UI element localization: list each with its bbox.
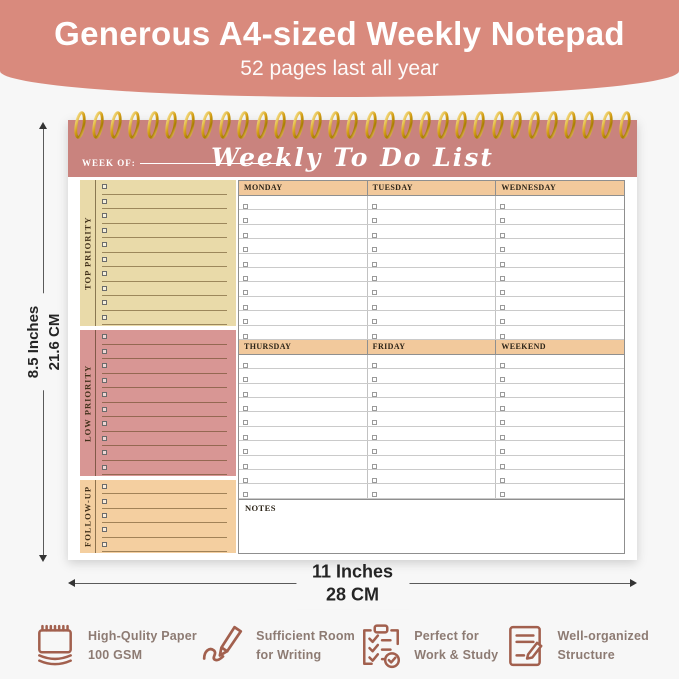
task-cell [496, 268, 624, 281]
checkbox-icon [372, 377, 377, 382]
day-header-weekend: WEEKEND [501, 341, 546, 351]
checkbox-icon [372, 492, 377, 497]
task-cell [368, 225, 497, 238]
task-cell [496, 225, 624, 238]
sidebar-section-low-priority [80, 330, 236, 476]
checkbox-icon [243, 290, 248, 295]
task-row [239, 369, 624, 383]
task-cell [496, 196, 624, 209]
day-header-wednesday: WEDNESDAY [501, 183, 557, 192]
day-header-monday: MONDAY [239, 181, 368, 195]
notepad [68, 120, 637, 560]
checkbox-icon [102, 315, 107, 320]
task-row [102, 345, 227, 360]
notes-box [239, 499, 624, 553]
task-cell [496, 412, 624, 425]
task-row [102, 480, 227, 494]
checkbox-icon [500, 305, 505, 310]
checkbox-icon [243, 262, 248, 267]
checkbox-icon [500, 464, 505, 469]
task-cell [496, 441, 624, 454]
checkbox-icon [500, 435, 505, 440]
spiral-coil-icon [92, 110, 104, 140]
checkbox-icon [243, 377, 248, 382]
task-cell [368, 470, 497, 483]
task-row [102, 253, 227, 268]
task-row [239, 441, 624, 455]
task-row [102, 509, 227, 523]
spiral-coil-icon [546, 110, 558, 140]
task-row [102, 282, 227, 297]
task-cell [239, 384, 368, 397]
task-cell [368, 456, 497, 469]
task-row [239, 470, 624, 484]
day-header-friday: FRIDAY [368, 340, 497, 354]
task-row [102, 446, 227, 461]
checkbox-icon [372, 218, 377, 223]
task-cell [496, 239, 624, 252]
task-row [102, 267, 227, 282]
feature-line: Sufficient Room [256, 629, 355, 644]
banner-title: Generous A4-sized Weekly Notepad [54, 15, 625, 52]
notepad-page [68, 177, 637, 560]
task-row [239, 268, 624, 282]
spiral-coil-icon [147, 110, 159, 140]
task-cell [368, 326, 497, 339]
checkbox-icon [500, 478, 505, 483]
checkbox-icon [243, 435, 248, 440]
checkbox-icon [500, 363, 505, 368]
checkbox-icon [102, 450, 107, 455]
task-cell [239, 355, 368, 368]
task-row [102, 180, 227, 195]
width-dimension-line [70, 561, 635, 605]
task-cell [239, 398, 368, 411]
spiral-coil-icon [401, 110, 413, 140]
day-header-row [239, 181, 624, 196]
task-cell [496, 355, 624, 368]
checkbox-icon [243, 334, 248, 339]
checkbox-icon [500, 247, 505, 252]
checkbox-icon [372, 449, 377, 454]
task-cell [368, 210, 497, 223]
checkbox-icon [243, 218, 248, 223]
task-row [239, 384, 624, 398]
checkbox-icon [102, 242, 107, 247]
task-cell [239, 326, 368, 339]
checkbox-icon [372, 233, 377, 238]
task-cell [368, 254, 497, 267]
task-cell [496, 210, 624, 223]
week-of-label: WEEK OF: [82, 158, 290, 168]
sidebar-section-follow-up [80, 480, 236, 553]
feature-line: Work & Study [414, 647, 499, 662]
task-cell [239, 427, 368, 440]
feature-writing-room [200, 623, 355, 669]
checkbox-icon [372, 305, 377, 310]
notes-label: NOTES [245, 502, 276, 513]
day-header-row [239, 340, 624, 355]
spiral-coil-icon [201, 110, 213, 140]
arrow-down-icon [39, 555, 47, 562]
task-row [239, 297, 624, 311]
task-cell [368, 427, 497, 440]
spiral-coil-icon [165, 110, 177, 140]
checkbox-icon [243, 420, 248, 425]
task-cell [368, 282, 497, 295]
checkbox-icon [102, 334, 107, 339]
spiral-coil-icon [128, 110, 140, 140]
checkbox-icon [500, 233, 505, 238]
checkbox-icon [243, 464, 248, 469]
checkbox-icon [102, 378, 107, 383]
spiral-coil-icon [564, 110, 576, 140]
task-row [239, 484, 624, 498]
spiral-coil-icon [74, 110, 86, 140]
task-cell [368, 355, 497, 368]
sidebar-section-top-priority [80, 180, 236, 326]
width-cm-text: 28 CM [325, 585, 379, 605]
task-cell [496, 254, 624, 267]
arrow-up-icon [39, 122, 47, 129]
checkbox-icon [102, 513, 107, 518]
task-row [239, 427, 624, 441]
spiral-coil-icon [292, 110, 304, 140]
checkbox-icon [243, 492, 248, 497]
task-row [102, 538, 227, 552]
checkbox-icon [500, 204, 505, 209]
checkbox-icon [372, 290, 377, 295]
task-cell [496, 456, 624, 469]
task-row [102, 461, 227, 476]
task-cell [239, 297, 368, 310]
task-row [239, 210, 624, 224]
task-row [102, 359, 227, 374]
checkbox-icon [102, 271, 107, 276]
task-cell [239, 254, 368, 267]
spiral-notepad-icon [32, 623, 78, 669]
priority-sidebar [80, 180, 236, 557]
spiral-coil-icon [274, 110, 286, 140]
checkbox-icon [500, 492, 505, 497]
task-cell [239, 412, 368, 425]
checkbox-icon [102, 363, 107, 368]
checkbox-icon [372, 276, 377, 281]
feature-line: High-Qulity Paper [88, 629, 197, 644]
checkbox-icon [102, 465, 107, 470]
clipboard-checklist-icon [358, 623, 404, 669]
task-cell [368, 239, 497, 252]
task-cell [496, 484, 624, 497]
checkbox-icon [243, 392, 248, 397]
width-inches-text: 11 Inches [311, 561, 394, 582]
spiral-coil-icon [110, 110, 122, 140]
height-dimension-line [25, 124, 63, 560]
checkbox-icon [500, 319, 505, 324]
task-cell [239, 268, 368, 281]
task-row [239, 254, 624, 268]
checkbox-icon [243, 406, 248, 411]
task-row [239, 326, 624, 340]
task-cell [496, 282, 624, 295]
task-row [102, 523, 227, 537]
feature-row [0, 612, 679, 679]
task-cell [239, 210, 368, 223]
task-row [239, 196, 624, 210]
checkbox-icon [102, 527, 107, 532]
checkbox-icon [372, 464, 377, 469]
height-cm-text: 21.6 CM [46, 313, 63, 371]
task-row [102, 432, 227, 447]
checkbox-icon [500, 392, 505, 397]
task-row [239, 456, 624, 470]
checkbox-icon [102, 407, 107, 412]
task-row [239, 239, 624, 253]
checkbox-icon [372, 406, 377, 411]
checkbox-icon [500, 449, 505, 454]
week-grid [238, 180, 625, 554]
spiral-coil-icon [619, 110, 631, 140]
checkbox-icon [243, 233, 248, 238]
spiral-coil-icon [528, 110, 540, 140]
checkbox-icon [102, 484, 107, 489]
task-row [102, 330, 227, 345]
checkbox-icon [102, 300, 107, 305]
feature-line: Perfect for [414, 629, 479, 644]
spiral-coil-icon [183, 110, 195, 140]
task-row [102, 209, 227, 224]
task-cell [496, 427, 624, 440]
checkbox-icon [102, 499, 107, 504]
task-row [102, 417, 227, 432]
task-cell [239, 196, 368, 209]
checkbox-icon [102, 349, 107, 354]
checkbox-icon [372, 204, 377, 209]
task-row [102, 224, 227, 239]
checkbox-icon [243, 204, 248, 209]
task-cell [368, 484, 497, 497]
task-cell [496, 470, 624, 483]
checkbox-icon [102, 257, 107, 262]
section-label: TOP PRIORITY [80, 180, 96, 326]
checkbox-icon [102, 228, 107, 233]
spiral-coil-icon [492, 110, 504, 140]
checkbox-icon [500, 420, 505, 425]
spiral-coil-icon [601, 110, 613, 140]
task-cell [496, 311, 624, 324]
checkbox-icon [500, 377, 505, 382]
task-row [239, 311, 624, 325]
task-cell [368, 311, 497, 324]
checkbox-icon [372, 363, 377, 368]
spiral-coil-icon [219, 110, 231, 140]
task-cell [239, 311, 368, 324]
task-row [102, 296, 227, 311]
feature-line: 100 GSM [88, 647, 143, 662]
checkbox-icon [102, 213, 107, 218]
task-row [239, 412, 624, 426]
spiral-coil-icon [437, 110, 449, 140]
day-header-thursday: THURSDAY [239, 340, 368, 354]
checkbox-icon [372, 420, 377, 425]
task-cell [239, 441, 368, 454]
task-cell [368, 268, 497, 281]
width-dimension-label [296, 559, 409, 610]
task-cell [239, 225, 368, 238]
arrow-left-icon [68, 579, 75, 587]
pen-writing-icon [200, 623, 246, 669]
checkbox-icon [500, 334, 505, 339]
checkbox-icon [500, 406, 505, 411]
notepad-title: Weekly To Do List [211, 143, 494, 172]
task-cell [496, 297, 624, 310]
checkbox-icon [102, 542, 107, 547]
task-row [239, 282, 624, 296]
checkbox-icon [372, 392, 377, 397]
promo-banner [0, 0, 679, 97]
feature-paper-quality [32, 623, 197, 669]
task-cell [368, 398, 497, 411]
task-row [102, 311, 227, 326]
feature-work-study [358, 623, 498, 669]
task-row [102, 195, 227, 210]
section-label: LOW PRIORITY [80, 330, 96, 476]
spiral-coil-icon [256, 110, 268, 140]
checkbox-icon [243, 449, 248, 454]
spiral-binding [74, 110, 631, 140]
task-row [102, 374, 227, 389]
task-row [102, 388, 227, 403]
task-row [239, 225, 624, 239]
checkbox-icon [372, 262, 377, 267]
task-cell [496, 369, 624, 382]
checkbox-icon [243, 363, 248, 368]
spiral-coil-icon [510, 110, 522, 140]
checkbox-icon [102, 421, 107, 426]
feature-line: for Writing [256, 647, 322, 662]
task-cell [239, 369, 368, 382]
task-cell [496, 398, 624, 411]
task-cell [496, 326, 624, 339]
spiral-coil-icon [365, 110, 377, 140]
task-row [239, 355, 624, 369]
task-cell [368, 412, 497, 425]
checkbox-icon [243, 305, 248, 310]
task-row [102, 238, 227, 253]
checkbox-icon [102, 392, 107, 397]
height-inches-text: 8.5 Inches [25, 305, 42, 379]
spiral-coil-icon [237, 110, 249, 140]
feature-line: Structure [557, 647, 615, 662]
task-cell [239, 282, 368, 295]
task-cell [368, 441, 497, 454]
checkbox-icon [243, 319, 248, 324]
checkbox-icon [102, 199, 107, 204]
day-header-tuesday: TUESDAY [368, 181, 497, 195]
checkbox-icon [372, 247, 377, 252]
banner-subtitle: 52 pages last all year [240, 56, 439, 80]
checkbox-icon [500, 218, 505, 223]
task-cell [368, 297, 497, 310]
spiral-coil-icon [582, 110, 594, 140]
spiral-coil-icon [328, 110, 340, 140]
height-dimension-label [15, 294, 73, 391]
task-cell [368, 384, 497, 397]
spiral-coil-icon [383, 110, 395, 140]
task-cell [239, 470, 368, 483]
spiral-coil-icon [310, 110, 322, 140]
section-label: FOLLOW-UP [80, 480, 96, 553]
task-row [102, 403, 227, 418]
task-row [239, 398, 624, 412]
checkbox-icon [102, 184, 107, 189]
task-cell [368, 369, 497, 382]
checkbox-icon [372, 319, 377, 324]
checkbox-icon [243, 276, 248, 281]
checkbox-icon [372, 435, 377, 440]
task-cell [239, 456, 368, 469]
spiral-coil-icon [455, 110, 467, 140]
spiral-coil-icon [419, 110, 431, 140]
spiral-coil-icon [473, 110, 485, 140]
checkbox-icon [500, 262, 505, 267]
checkbox-icon [243, 247, 248, 252]
checkbox-icon [500, 276, 505, 281]
task-cell [368, 196, 497, 209]
checkbox-icon [243, 478, 248, 483]
checkbox-icon [500, 290, 505, 295]
feature-structure [502, 623, 649, 669]
checkbox-icon [372, 478, 377, 483]
document-structure-icon [502, 623, 548, 669]
checkbox-icon [102, 436, 107, 441]
feature-line: Well-organized [557, 629, 649, 644]
task-cell [239, 484, 368, 497]
spiral-coil-icon [346, 110, 358, 140]
task-row [102, 494, 227, 508]
checkbox-icon [372, 334, 377, 339]
arrow-right-icon [630, 579, 637, 587]
task-cell [239, 239, 368, 252]
task-cell [496, 384, 624, 397]
checkbox-icon [102, 286, 107, 291]
